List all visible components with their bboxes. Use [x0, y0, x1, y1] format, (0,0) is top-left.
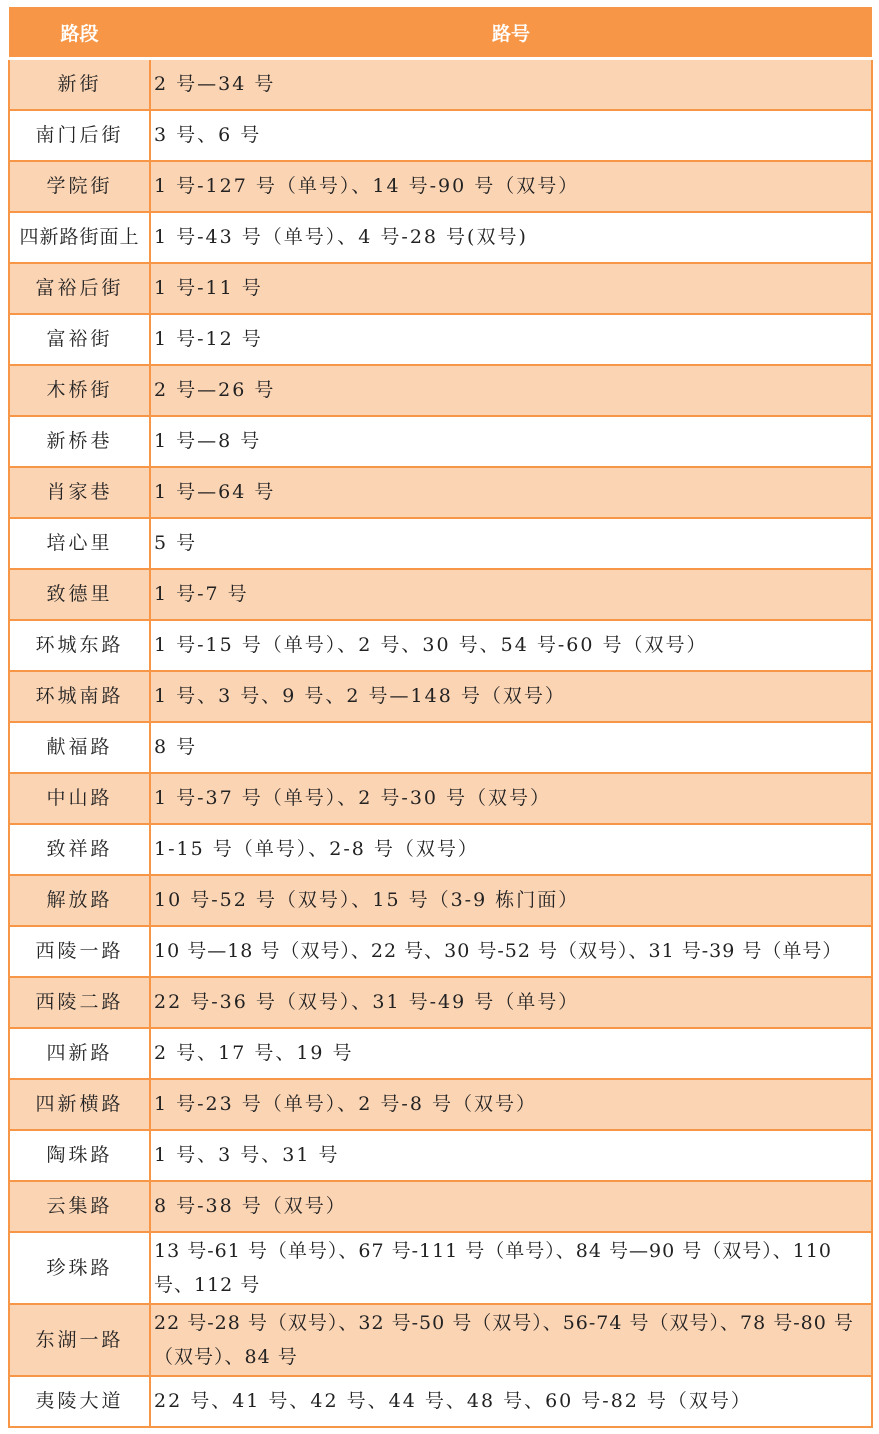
- street-numbers-cell: 3 号、6 号: [150, 110, 872, 161]
- street-name-cell: 解放路: [9, 875, 150, 926]
- street-numbers-cell: 1 号-37 号（单号）、2 号-30 号（双号）: [150, 773, 872, 824]
- street-name-cell: 新街: [9, 59, 150, 110]
- table-row: [9, 875, 872, 926]
- street-numbers-cell: 1 号-127 号（单号）、14 号-90 号（双号）: [150, 161, 872, 212]
- table-row: [9, 1028, 872, 1079]
- street-name-cell: 肖家巷: [9, 467, 150, 518]
- street-numbers-cell: 22 号、41 号、42 号、44 号、48 号、60 号-82 号（双号）: [150, 1376, 872, 1427]
- table-row: [9, 722, 872, 773]
- street-name-cell: 西陵一路: [9, 926, 150, 977]
- street-numbers-cell: 13 号-61 号（单号）、67 号-111 号（单号）、84 号—90 号（双号）、110 号、112 号: [150, 1232, 872, 1304]
- street-name-cell: 夷陵大道: [9, 1376, 150, 1427]
- street-numbers-cell: 22 号-28 号（双号）、32 号-50 号（双号）、56-74 号（双号）、78 号-80 号（双号）、84 号: [150, 1304, 872, 1376]
- street-name-cell: 献福路: [9, 722, 150, 773]
- street-name-cell: 培心里: [9, 518, 150, 569]
- street-name-cell: 学院街: [9, 161, 150, 212]
- street-name-cell: 西陵二路: [9, 977, 150, 1028]
- street-numbers-cell: 2 号—34 号: [150, 59, 872, 110]
- table-row: [9, 518, 872, 569]
- table-row: [9, 1079, 872, 1130]
- street-name-cell: 致祥路: [9, 824, 150, 875]
- street-name-cell: 新桥巷: [9, 416, 150, 467]
- street-name-cell: 四新路街面上: [9, 212, 150, 263]
- table-row: [9, 977, 872, 1028]
- table-row: [9, 1376, 872, 1427]
- street-name-cell: 四新路: [9, 1028, 150, 1079]
- street-numbers-cell: 1 号、3 号、9 号、2 号—148 号（双号）: [150, 671, 872, 722]
- street-numbers-cell: 8 号-38 号（双号）: [150, 1181, 872, 1232]
- table-row: [9, 773, 872, 824]
- street-numbers-cell: 8 号: [150, 722, 872, 773]
- table-row: [9, 416, 872, 467]
- table-row: [9, 365, 872, 416]
- header-street-number: 路号: [150, 7, 872, 59]
- street-numbers-cell: 1 号—64 号: [150, 467, 872, 518]
- street-name-cell: 云集路: [9, 1181, 150, 1232]
- table-row: [9, 212, 872, 263]
- table-row: [9, 1181, 872, 1232]
- street-name-cell: 南门后街: [9, 110, 150, 161]
- street-numbers-cell: 5 号: [150, 518, 872, 569]
- table-row: [9, 926, 872, 977]
- table-row: [9, 467, 872, 518]
- table-row: [9, 569, 872, 620]
- street-number-table-container: [8, 7, 871, 1428]
- street-name-cell: 环城东路: [9, 620, 150, 671]
- street-name-cell: 致德里: [9, 569, 150, 620]
- street-name-cell: 环城南路: [9, 671, 150, 722]
- street-name-cell: 木桥街: [9, 365, 150, 416]
- table-row: [9, 263, 872, 314]
- street-numbers-cell: 1 号-23 号（单号）、2 号-8 号（双号）: [150, 1079, 872, 1130]
- street-numbers-cell: 1 号-11 号: [150, 263, 872, 314]
- street-numbers-cell: 1 号-15 号（单号）、2 号、30 号、54 号-60 号（双号）: [150, 620, 872, 671]
- street-numbers-cell: 2 号、17 号、19 号: [150, 1028, 872, 1079]
- table-row: [9, 1304, 872, 1376]
- street-name-cell: 四新横路: [9, 1079, 150, 1130]
- street-numbers-cell: 1 号-12 号: [150, 314, 872, 365]
- table-row: [9, 671, 872, 722]
- table-row: [9, 824, 872, 875]
- table-row: [9, 110, 872, 161]
- table-row: [9, 314, 872, 365]
- street-name-cell: 富裕后街: [9, 263, 150, 314]
- street-numbers-cell: 10 号-52 号（双号）、15 号（3-9 栋门面）: [150, 875, 872, 926]
- street-numbers-cell: 1 号、3 号、31 号: [150, 1130, 872, 1181]
- street-numbers-cell: 22 号-36 号（双号）、31 号-49 号（单号）: [150, 977, 872, 1028]
- table-body: [9, 59, 872, 1427]
- street-numbers-cell: 1 号-43 号（单号）、4 号-28 号(双号): [150, 212, 872, 263]
- street-number-table: [8, 7, 873, 1428]
- header-street-section: 路段: [9, 7, 150, 59]
- table-row: [9, 1232, 872, 1304]
- street-numbers-cell: 1 号-7 号: [150, 569, 872, 620]
- header-row: [9, 7, 872, 59]
- street-name-cell: 东湖一路: [9, 1304, 150, 1376]
- street-name-cell: 珍珠路: [9, 1232, 150, 1304]
- street-name-cell: 陶珠路: [9, 1130, 150, 1181]
- table-row: [9, 59, 872, 110]
- street-numbers-cell: 10 号—18 号（双号）、22 号、30 号-52 号（双号）、31 号-39 号（单号）: [150, 926, 872, 977]
- street-name-cell: 富裕街: [9, 314, 150, 365]
- table-header: [9, 7, 872, 59]
- street-numbers-cell: 2 号—26 号: [150, 365, 872, 416]
- street-name-cell: 中山路: [9, 773, 150, 824]
- table-row: [9, 1130, 872, 1181]
- street-numbers-cell: 1-15 号（单号）、2-8 号（双号）: [150, 824, 872, 875]
- table-row: [9, 161, 872, 212]
- street-numbers-cell: 1 号—8 号: [150, 416, 872, 467]
- table-row: [9, 620, 872, 671]
